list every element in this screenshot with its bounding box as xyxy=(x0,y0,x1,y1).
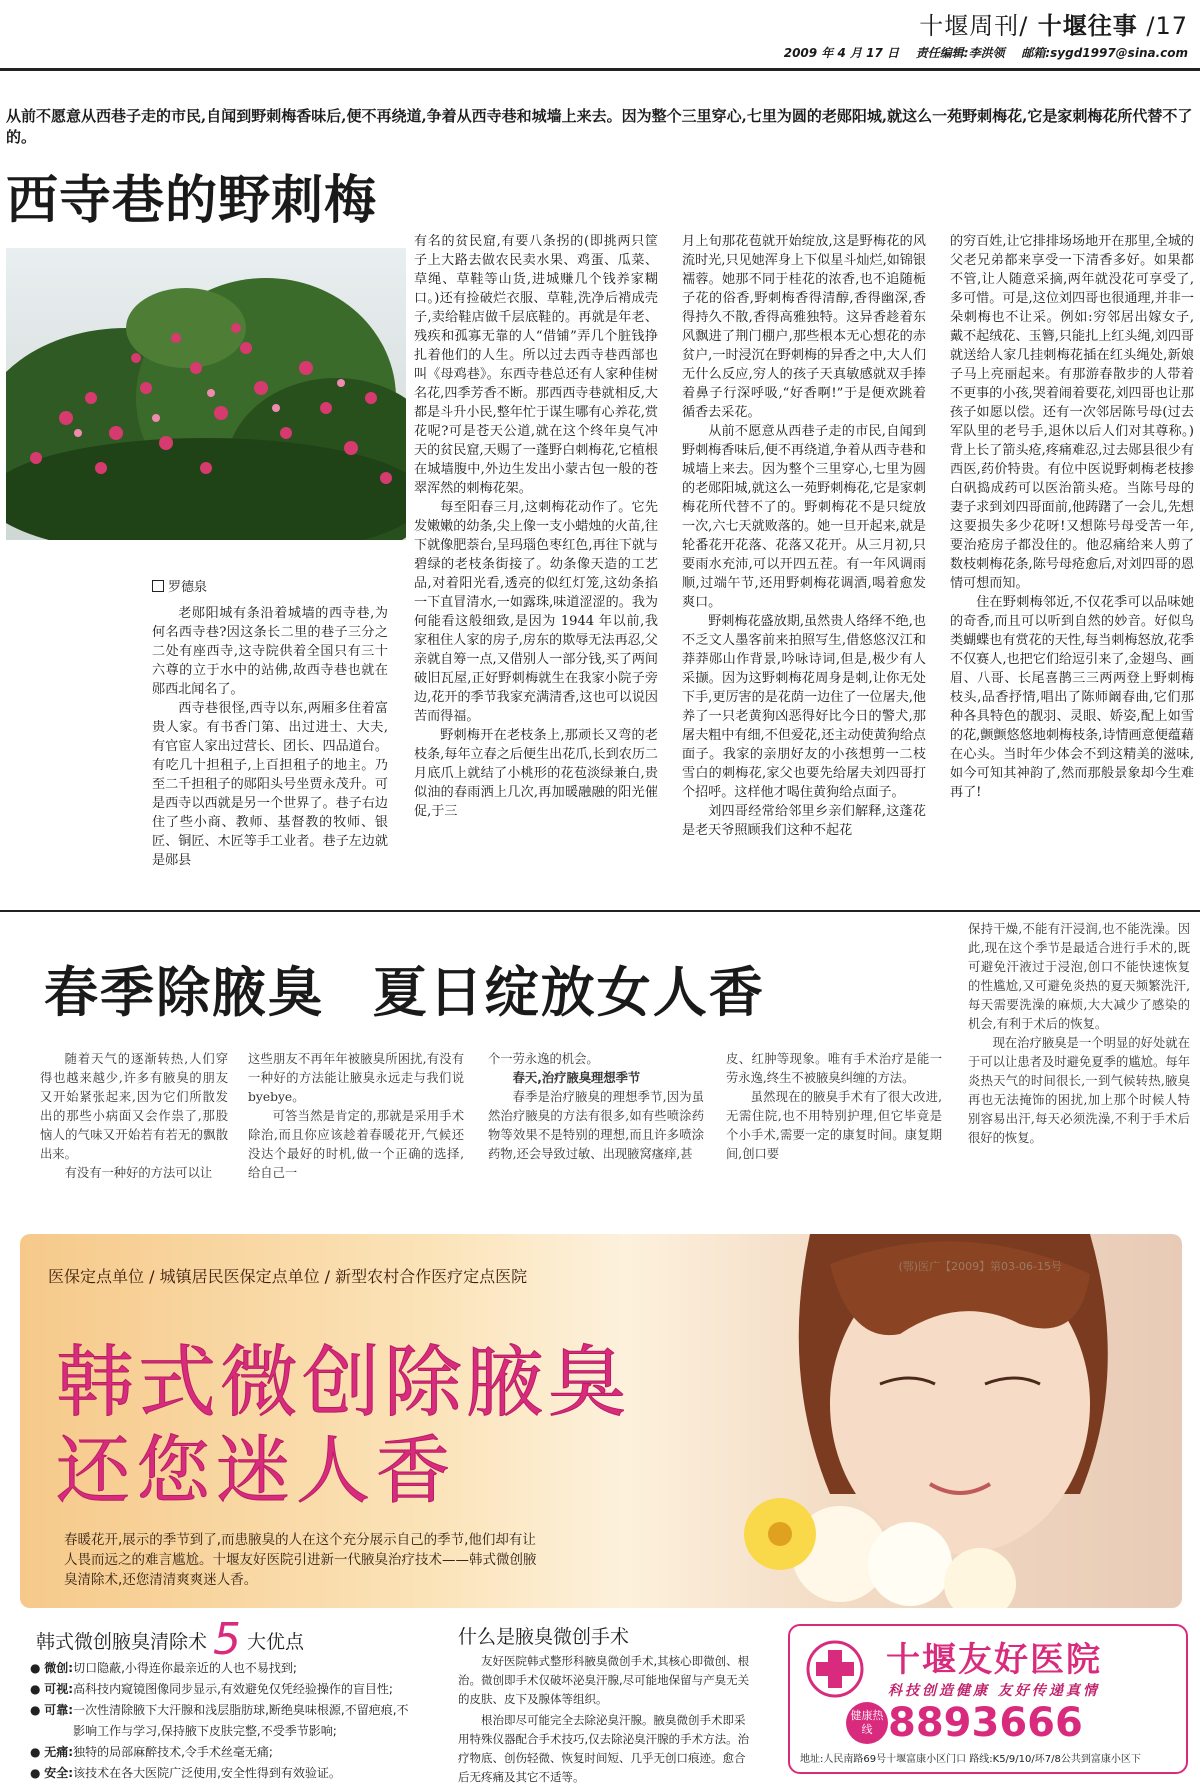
paragraph: 有没有一种好的方法可以让 xyxy=(64,1166,213,1180)
paragraph: 虽然现在的腋臭手术有了很大改进,无需住院,也不用特别护理,但它毕竟是个小手术,需要一定的康复时间。康复期间,创口要 xyxy=(726,1090,942,1161)
paragraph: 皮、红肿等现象。唯有手术治疗是能一劳永逸,终生不被腋臭纠缠的方法。 xyxy=(726,1052,942,1085)
article2-col1 xyxy=(40,1050,228,1202)
column-name: 十堰往事 xyxy=(1028,12,1138,40)
hospital-advertisement xyxy=(6,1218,1194,1788)
section-name: 十堰周刊/ xyxy=(919,12,1029,40)
paragraph: 住在野刺梅邻近,不仅花季可以品味她的奇香,而且可以听到自然的妙音。好似鸟类蝴蝶也有赏花的天性,每当刺梅怒放,花季不仅赛人,也把它们给逗引来了,金翅鸟、画眉、八哥、长尾喜鹊三三两两登上野刺梅枝头,品香抒情,唱出了陈师阚春曲,它们那种各具特色的靓羽、灵眼、娇姿,配上如雪的花,颤颤悠悠地刺梅枝条,诗情画意便蕴藉在心头。当时年少体会不到这精美的滋味,如今可知其神韵了,然而那般景象却今生难再了! xyxy=(950,595,1194,800)
article1-col2 xyxy=(414,232,658,900)
ad-copy: 春暖花开,展示的季节到了,而患腋臭的人在这个充分展示自己的季节,他们却有让人畏而远之的难言尴尬。十堰友好医院引进新一代腋臭治疗技术——韩式微创腋臭清除术,还您清清爽爽迷人香。 xyxy=(64,1532,537,1588)
paragraph: 个一劳永逸的机会。 xyxy=(488,1052,599,1066)
bullet-icon: ● xyxy=(30,1682,45,1696)
paragraph: 保持干燥,不能有汗浸润,也不能洗澡。因此,现在这个季节是最适合进行手术的,既可避免汗液过于浸泡,创口不能快速恢复的性尴尬,又可避免炎热的夏天频繁洗汗,每天需要洗澡的麻烦,大大减少了感染的机会,有利于术后的恢复。 xyxy=(968,922,1190,1031)
ad-license-number: (鄂)医广【2009】第03-06-15号 xyxy=(898,1260,1062,1273)
list-item xyxy=(30,1742,410,1763)
subheading: 春天,治疗腋臭理想季节 xyxy=(512,1071,641,1085)
procedure-description xyxy=(458,1652,752,1789)
rose-photo xyxy=(6,248,406,540)
advantage-key: 无痛: xyxy=(44,1745,74,1759)
hospital-name: 十堰友好医院 xyxy=(886,1640,1102,1680)
hotline-badge: 健康热线 xyxy=(846,1702,888,1744)
advantage-text: 独特的局部麻醉技术,令手术丝毫无痛; xyxy=(73,1745,273,1759)
masthead xyxy=(919,6,1188,41)
paragraph: 友好医院韩式整形科腋臭微创手术,其核心即微创、根治。微创即手术仅破坏泌臭汗腺,尽可能地保留与产臭无关的皮肤、皮下及腺体等组织。 xyxy=(458,1654,750,1706)
advantages-list xyxy=(30,1658,410,1784)
list-item xyxy=(30,1763,410,1784)
hospital-slogan: 科技创造健康 友好传递真情 xyxy=(888,1683,1100,1699)
editor-email: sygd1997@sina.com xyxy=(1050,46,1188,60)
hospital-cross-icon xyxy=(806,1640,864,1698)
bullet-icon: ● xyxy=(30,1661,45,1675)
hospital-address: 地址:人民南路69号十堰富康小区门口 路线:K5/9/10/环7/8公共到富康小区下 xyxy=(800,1754,1141,1765)
advantage-text: 一次性清除腋下大汗腺和浅层脂肪球,断绝臭味根源,不留疤痕,不影响工作与学习,保持腋下皮肤完整,不受季节影响; xyxy=(73,1703,409,1738)
paragraph: 的穷百姓,让它排排场场地开在那里,全城的父老兄弟都来享受一下清香多好。如果都不管,让人随意采摘,两年就没花可享受了,多可惜。可是,这位刘四哥也很通理,并非一朵刺梅也不让采。例如:穷邻居出嫁女子,戴不起绒花、玉簪,只能扎上红头绳,刘四哥就送给人家几挂刺梅花插在红头绳处,新娘子马上亮丽起来。有那游春散步的人带着不更事的小孩,哭着闹着要花,刘四哥也让那孩子如愿以偿。还有一次邻居陈号母(过去军队里的老号手,退休以后人们对其尊称。)背上长了箭头疮,疼痛难忍,过去郧县很少有西医,药价特贵。有位中医说野刺梅老枝掺白矾捣成药可以医治箭头疮。当陈号母的妻子求到刘四哥面前,他踌躇了一会儿,先想这要损失多少花呀!又想陈号母受苦一年,要治疮房子都没住的。他忍痛给来人剪了数枝刺梅花条,陈号母疮愈后,对刘四哥的恩情可想而知。 xyxy=(950,234,1194,591)
paragraph: 随着天气的逐渐转热,人们穿得也越来越少,许多有腋臭的朋友又开始紧张起来,因为它们所散发出的那些小病面又会作祟了,那股恼人的气味又开始若有若无的飘散出来。 xyxy=(40,1052,228,1161)
editor-name: 李洪领 xyxy=(968,46,1005,60)
advantage-key: 微创: xyxy=(44,1661,74,1675)
list-item xyxy=(30,1658,410,1679)
article2-col5 xyxy=(968,920,1190,1204)
paragraph: 春季是治疗腋臭的理想季节,因为虽然治疗腋臭的方法有很多,如有些喷涂药物等效果不是特别的理想,而且许多喷涂药物,还会导致过敏、出现腋窝瘙痒,甚 xyxy=(488,1090,704,1161)
section-rule xyxy=(0,910,1200,912)
header-rule xyxy=(0,68,1200,71)
paragraph: 每至阳春三月,这刺梅花动作了。它先发嫩嫩的幼条,尖上像一支小蜡烛的火苗,往下就像肥萘台,呈玛瑙色枣红色,再往下就与碧绿的老枝条街接了。幼条像天造的工艺品,对着阳光看,透亮的似红灯笼,这幼条掐一下直冒清水,一如露珠,味道涩涩的。我为何能看这般细致,是因为 1944 年以前,我家租住人家的房子,房东的欺辱无法再忍,父亲就自筹一点,又借别人一部分钱,买了两间破旧瓦屋,正好野刺梅就生在我家小院子旁边,花开的季节我家充满清香,这也可以说因苦而得福。 xyxy=(414,500,658,724)
ad-subtitle: 还您迷人香 xyxy=(56,1428,456,1514)
paragraph: 从前不愿意从西巷子走的市民,自闻到野刺梅香味后,便不再绕道,争着从西寺巷和城墙上来去。因为整个三里穿心,七里为圆的老郧阳城,就这么一苑野刺梅花,它是家刺梅花所代替不了的。野刺梅花不是只绽放一次,六七天就败落的。她一旦开起来,就是轮番花开花落、花落又花开。从三月初,只要雨水充沛,可以开四五茬。有一年风调雨顺,过端午节,还用野刺梅花调酒,喝着愈发爽口。 xyxy=(682,424,926,610)
bullet-icon: ● xyxy=(30,1766,45,1780)
paragraph: 西寺巷很怪,西寺以东,两厢多住着富贵人家。有书香门第、出过进士、大夫,有官宦人家出过营长、团长、四品道台。有吃几十担租子,上百担租子的地主。乃至二千担租子的郧阳头号坐贾永茂升。可是西寺以西就是另一个世界了。巷子右边住了些小商、教师、基督教的牧师、银匠、铜匠、木匠等手工业者。巷子左边就是郧县 xyxy=(152,701,388,868)
advantage-key: 可视: xyxy=(44,1682,74,1696)
page-number: /17 xyxy=(1137,12,1188,40)
bullet-icon: ● xyxy=(30,1745,45,1759)
byline-box-icon xyxy=(152,580,164,592)
paragraph: 刘四哥经常给邻里乡亲们解释,这蓬花是老天爷照顾我们这种不起花 xyxy=(682,804,926,838)
advantage-text: 高科技内窥镜图像同步显示,有效避免仅凭经验操作的盲目性; xyxy=(73,1682,393,1696)
advantages-count: 5 xyxy=(213,1614,242,1665)
paragraph: 现在治疗腋臭是一个明显的好处就在于可以让患者及时避免夏季的尴尬。每年炎热天气的时间很长,一到气候转热,腋臭再也无法掩饰的困扰,加上那个时候人特别容易出汗,每天必须洗澡,不利于手术后很好的恢复。 xyxy=(968,1036,1190,1145)
article2-col3 xyxy=(488,1050,704,1202)
paragraph: 可答当然是肯定的,那就是采用手术除治,而且你应该趁着春暖花开,气候还没达个最好的时机,做一个正确的选择,给自己一 xyxy=(248,1109,464,1180)
advantages-heading-text: 韩式微创腋臭清除术 xyxy=(36,1631,208,1653)
article1-col1 xyxy=(152,604,388,900)
author-name: 罗德泉 xyxy=(168,580,208,595)
dateline xyxy=(784,44,1188,61)
advantages-heading-suffix: 大优点 xyxy=(247,1631,305,1653)
bullet-icon: ● xyxy=(30,1703,45,1717)
list-item xyxy=(30,1700,410,1742)
ad-article-headline: 春季除腋臭 夏日绽放女人香 xyxy=(44,961,765,1024)
issue-date: 2009 年 4 月 17 日 xyxy=(783,46,900,60)
article2-col2 xyxy=(248,1050,464,1202)
paragraph: 有名的贫民窟,有要八条拐的(即挑两只筐子上大路去做农民卖水果、鸡蛋、瓜菜、草绳、草鞋等山货,进城赚几个钱养家糊口。)还有捡破烂衣服、草鞋,洗净后褙成壳子,卖给鞋店做千层底鞋的。再就是年老、残疾和孤寡无靠的人“借铺”弄几个脏钱挣扎着他们的人生。所以过去西寺巷西部也叫《母鸡巷》。东西寺巷总还有人家种佳树名花,四季芳香不断。那西西寺巷就相反,大都是斗升小民,整年忙于谋生哪有心养花,赏花呢?可是苍天公道,就在这个终年臭气冲天的贫民窟,天赐了一蓬野白刺梅花,它植根在城墙腹中,外边生发出小蒙古包一般的苍翠浑然的刺梅花架。 xyxy=(414,234,658,496)
article1-col3 xyxy=(682,232,926,900)
advantage-text: 切口隐蔽,小得连你最亲近的人也不易找到; xyxy=(73,1661,297,1675)
paragraph: 根治即尽可能完全去除泌臭汗腺。腋臭微创手术即采用特殊仪器配合手术技巧,仅去除泌臭汗腺的手术方法。治疗物底、创伤轻微、恢复时间短、几乎无创口痕迹。愈合后无疼痛及其它不适等。 xyxy=(458,1713,750,1784)
ad-title: 韩式微创除腋臭 xyxy=(56,1338,631,1428)
email-label: 邮箱: xyxy=(1021,46,1051,60)
paragraph: 这些朋友不再年年被腋臭所困扰,有没有一种好的方法能让腋臭永远走与我们说byebye。 xyxy=(248,1052,464,1104)
article1-col4 xyxy=(950,232,1194,900)
paragraph: 野刺梅开在老枝条上,那顽长又弯的老枝条,每年立春之后便生出花爪,长到农历二月底爪上就结了小桃形的花苞淡绿兼白,贵似油的春雨洒上几次,再加暖融融的阳光催促,于三 xyxy=(414,728,658,819)
article2-col4 xyxy=(726,1050,942,1202)
article-lead: 从前不愿意从西巷子走的市民,自闻到野刺梅香味后,便不再绕道,争着从西寺巷和城墙上来去。因为整个三里穿心,七里为圆的老郧阳城,就这么一苑野刺梅花,它是家刺梅花所代替不了的。 xyxy=(6,107,1193,146)
ad-certification-bar: 医保定点单位 / 城镇居民医保定点单位 / 新型农村合作医疗定点医院 xyxy=(48,1267,528,1286)
article-headline: 西寺巷的野刺梅 xyxy=(6,170,378,231)
paragraph: 老郧阳城有条沿着城墙的西寺巷,为何名西寺巷?因这条长二里的巷子三分之二处有座西寺,这寺院供着全国只有三十六尊的立于水中的站佛,故西寺巷也就在郧西北闻名了。 xyxy=(152,606,388,697)
advantage-text: 该技术在各大医院广泛使用,安全性得到有效验证。 xyxy=(73,1766,341,1780)
ad-banner xyxy=(20,1234,1182,1608)
advantage-key: 可靠: xyxy=(44,1703,74,1717)
paragraph: 野刺梅花盛放期,虽然贵人络绎不绝,也不乏文人墨客前来拍照写生,借悠悠汉江和莽莽郧山作背景,吟咏诗词,但是,极少有人采撷。因为这野刺梅花周身是刺,让你无处下手,更厉害的是花荫一边住了一位屠夫,他养了一只老黄狗凶恶得好比今日的警犬,那屠夫粗中有细,不但爱花,还主动使黄狗给点面子。我家的亲朋好友的小孩想剪一二枝雪白的刺梅花,家父也要先给屠夫刘四哥打个招呼。这样他才喝住黄狗给点面子。 xyxy=(682,614,926,800)
byline xyxy=(152,576,207,595)
editor-label: 责任编辑: xyxy=(915,46,969,60)
procedure-heading: 什么是腋臭微创手术 xyxy=(458,1626,630,1648)
paragraph: 月上旬那花苞就开始绽放,这是野梅花的风流时光,只见她浑身上下似星斗灿烂,如锦银襦蓉。她那不同于桂花的浓香,也不追随栀子花的俗香,野刺梅香得清醇,香得幽深,香得持久不散,香得高雅独特。这异香趁着东风飘进了荆门棚户,那些根本无心想花的赤贫户,一时浸沉在野刺梅的异香之中,大人们无什么反应,穷人的孩子天真敏感就双手捧着鼻子行深呼吸,“好香啊!”于是便欢跳着循香去采花。 xyxy=(682,234,926,420)
model-with-flowers-image xyxy=(660,1234,1182,1608)
hotline-number: 8893666 xyxy=(888,1700,1083,1746)
hospital-contact-box xyxy=(788,1624,1188,1774)
advantage-key: 安全: xyxy=(44,1766,74,1780)
list-item xyxy=(30,1679,410,1700)
